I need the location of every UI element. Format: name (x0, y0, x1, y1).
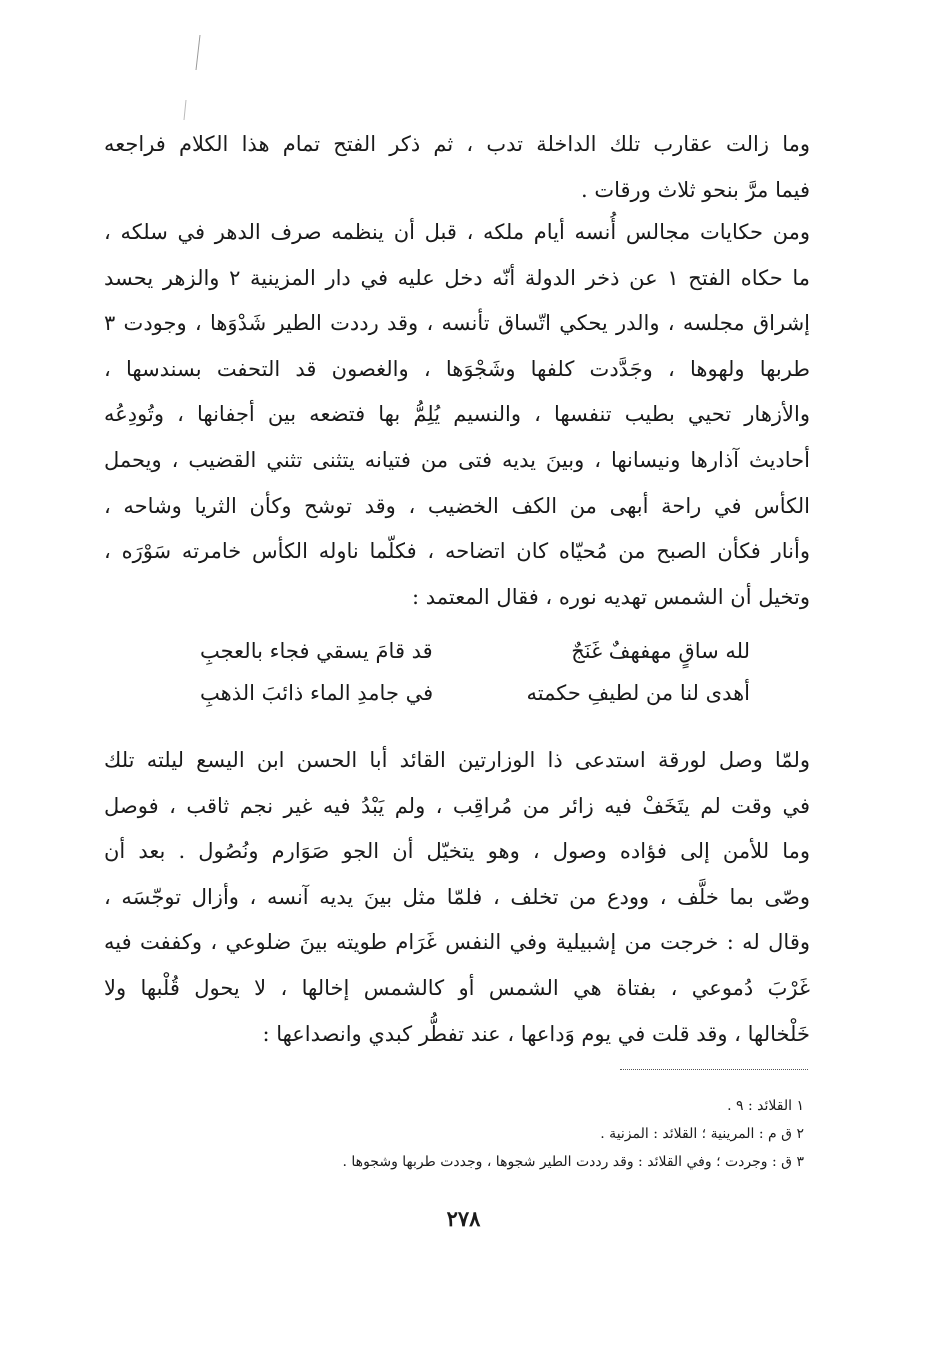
verse-first-hemistich: لله ساقٍ مهفهفٌ غَنَجٌ (571, 639, 750, 663)
text-line: ومن حكايات مجالس أُنسه أيام ملكه ، قبل أن ينظمه صرف الدهر في سلكه ، (104, 220, 810, 244)
poem-verse (200, 630, 750, 672)
text-line: غَرْبَ دُموعي ، بفتاة هي الشمس أو كالشمس إخالها ، لا يحول قُلْبها ولا (104, 975, 810, 1000)
text-line: وتخيل أن الشمس تهديه نوره ، فقال المعتمد : (412, 584, 810, 609)
text-line: ما حكاه الفتح ١ عن ذخر الدولة أنّه دخل عليه في دار المزينية ٢ والزهر يحسد (104, 265, 810, 290)
text-line: خَلْخالها ، وقد قلت في يوم وَداعها ، عند تفطُّر كبدي وانصداعها : (262, 1021, 810, 1046)
poem (200, 630, 750, 714)
text-line: وأنار فكأن الصبح من مُحيّاه كان اتضاحه ، فكلّما ناوله الكأس خامرته سَوْرَه ، (104, 539, 810, 564)
text-line: طربها ولهوها ، وجَدَّدت كلفها وشَجْوَها ، والغصون قد التحفت بسندسها ، (104, 356, 810, 381)
text-line: في وقت لم يتَخَفْ فيه زائر من مُراقِب ، ولم يَبْدُ فيه غير نجم ثاقب ، فوصل (104, 793, 810, 818)
text-line: فيما مرَّ بنحو ثلاث ورقات . (580, 177, 810, 202)
verse-second-hemistich: في جامدِ الماء ذائبَ الذهبِ (200, 681, 434, 705)
text-line: والأزهار تحيي بطيب تنفسها ، والنسيم يُلِمُّ بها فتضعه بين أجفانها ، وتُودِعُه (104, 402, 810, 427)
footnotes (104, 1092, 804, 1176)
text-line: وصّى بما خلَّف ، وودع من تخلف ، فلمّا مثل بينَ يديه آنسه ، وأزال توجّسَه ، (104, 884, 810, 909)
text-line: أحاديث آذارها ونيسانها ، وبينَ يديه فتى من فتيانه يتثنى تثني القضيب ، ويحمل (104, 447, 810, 472)
footnote: ٢ ق م : المرينية ؛ القلائد : المزنية . (600, 1126, 804, 1142)
verse-second-hemistich: قد قامَ يسقي فجاء بالعجبِ (200, 639, 433, 663)
verse-first-hemistich: أهدى لنا من لطيفِ حكمته (526, 681, 750, 705)
footnote: ١ القلائد : ٩ . (727, 1098, 804, 1114)
footnote: ٣ ق : وجردت ؛ وفي القلائد : وقد رددت الطير شجوها ، وجددت طربها وشجوها . (342, 1154, 804, 1170)
text-line: ولمّا وصل لورقة استدعى ذا الوزارتين القائد أبا الحسن ابن اليسع ليلته تلك (104, 748, 810, 772)
page-number: ٢٧٨ (446, 1206, 481, 1231)
paragraph-3 (104, 738, 810, 1057)
text-line: إشراق مجلسه ، والدر يحكي اتّساق تأنسه ، وقد رددت الطير شَدْوَها ، وجودت ٣ (104, 311, 810, 336)
paragraph-1 (104, 122, 810, 213)
poem-verse (200, 672, 750, 714)
paragraph-2 (104, 210, 810, 620)
text-line: وقال له : خرجت من إشبيلية وفي النفس غَرَام طويته بينَ ضلوعي ، وكففت فيه (104, 930, 810, 955)
text-line: وما زالت عقارب تلك الداخلة تدب ، ثم ذكر الفتح تمام هذا الكلام فراجعه (104, 132, 810, 156)
footnote-separator (620, 1069, 808, 1070)
text-line: وما للأمن إلى فؤاده وصول ، وهو يتخيّل أن الجو صَوَارم ونُصُول . بعد أن (104, 839, 810, 864)
text-line: الكأس في راحة أبهى من الكف الخضيب ، وقد توشح وكأن الثريا وشاحه ، (104, 493, 810, 518)
